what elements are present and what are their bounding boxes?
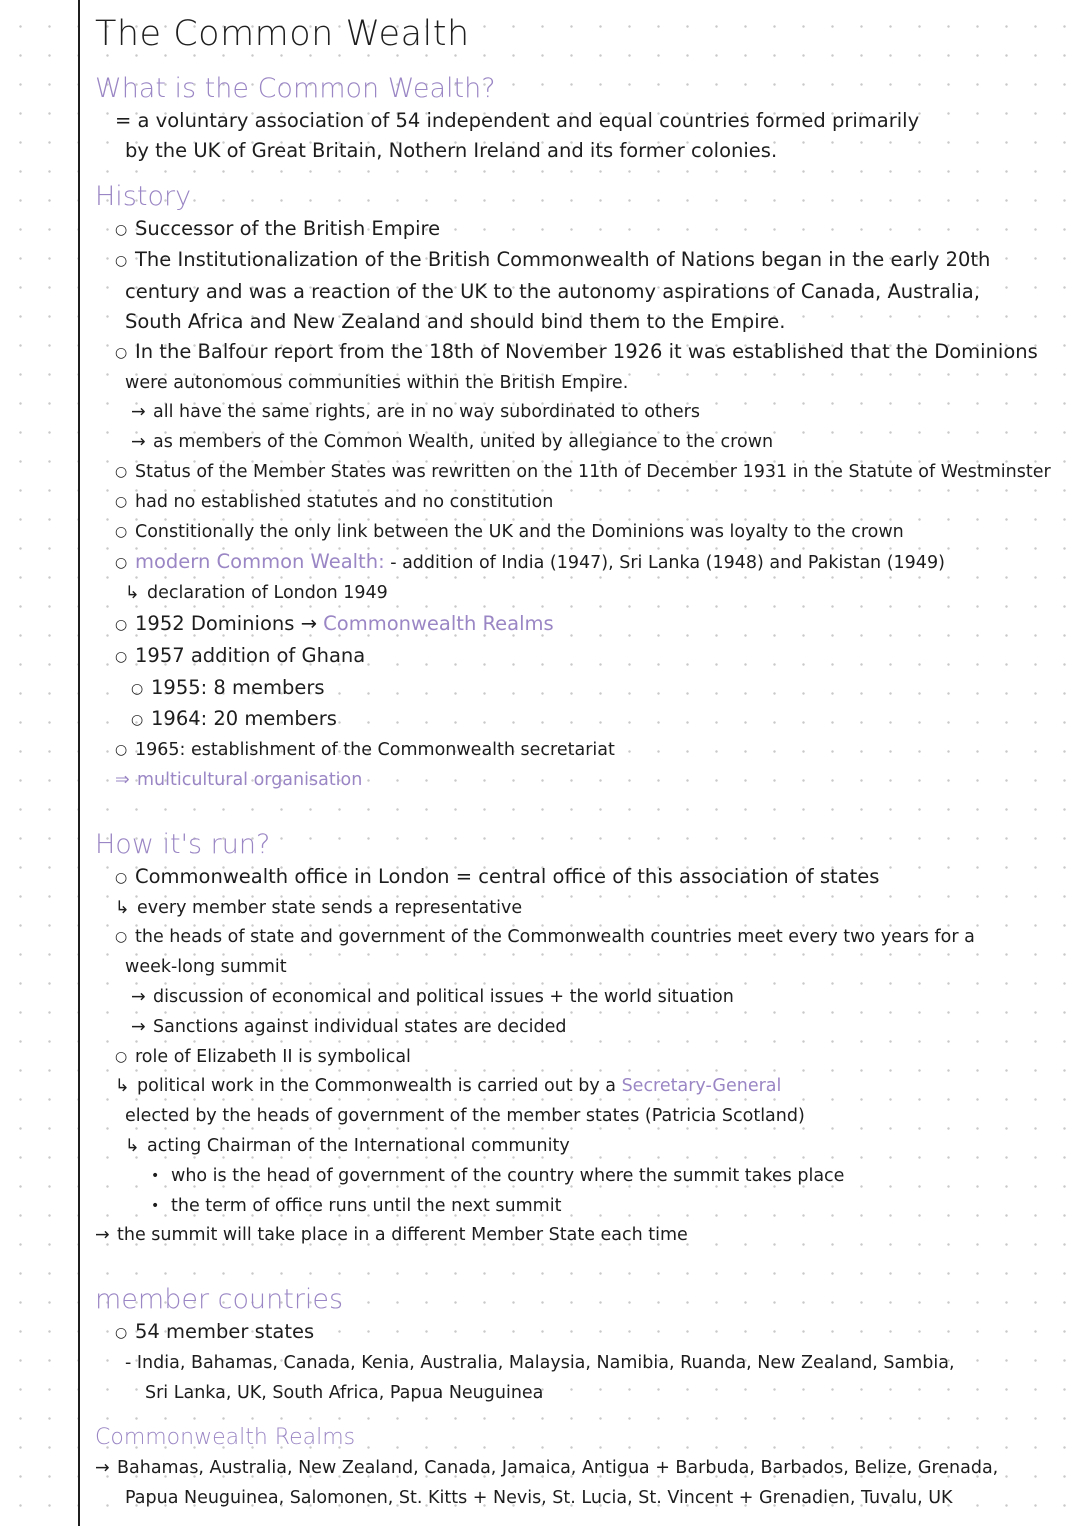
list-item: ○ had no established statutes and no constitution xyxy=(95,488,1070,518)
list-item: ○ Commonwealth office in London = central office of this association of states xyxy=(95,862,1070,894)
list-item: • who is the head of government of the country where the summit takes place xyxy=(95,1162,1070,1192)
section-heading: Commonwealth Realms xyxy=(95,1425,356,1451)
arrow-right-icon: → xyxy=(95,1225,110,1246)
list-item: ○ 1965: establishment of the Commonwealth secretariat xyxy=(95,736,1070,766)
list-item: ○ 1952 Dominions → Commonwealth Realms xyxy=(95,609,1070,641)
arrow-turn-icon: ↳ xyxy=(125,1135,140,1156)
arrow-right-icon: → xyxy=(131,432,146,453)
list-item: ⇒ multicultural organisation xyxy=(95,766,1070,796)
list-item: ↳ political work in the Commonwealth is carried out by a Secretary-General xyxy=(95,1072,1070,1102)
arrow-right-icon: → xyxy=(131,1016,146,1037)
section-heading: How it's run? xyxy=(95,828,271,860)
arrow-turn-icon: ↳ xyxy=(115,1076,130,1097)
list-item: ○ Status of the Member States was rewritten on the 11th of December 1931 in the Statute of Westminster xyxy=(95,458,1070,488)
bullet-icon: ○ xyxy=(131,680,144,697)
list-item: ○ Constitionally the only link between the UK and the Dominions was loyalty to the crown xyxy=(95,518,1070,548)
list-item: ○ modern Common Wealth: - addition of India (1947), Sri Lanka (1948) and Pakistan (1949) xyxy=(95,547,1070,579)
section-heading: What is the Common Wealth? xyxy=(95,73,496,104)
bullet-icon: ○ xyxy=(115,1325,128,1342)
list-item: → Sanctions against individual states are decided xyxy=(95,1013,1070,1043)
list-item: ○ the heads of state and government of the Commonwealth countries meet every two years for a xyxy=(95,923,1070,953)
list-item: → as members of the Common Wealth, united by allegiance to the crown xyxy=(95,428,1070,458)
bullet-icon: ○ xyxy=(115,742,128,759)
bullet-icon: ○ xyxy=(115,253,128,270)
bullet-icon: ○ xyxy=(115,493,128,510)
arrow-turn-icon: ↳ xyxy=(115,897,130,918)
bullet-icon: ○ xyxy=(115,221,128,238)
list-item: ○ 1957 addition of Ghana xyxy=(95,641,1070,673)
double-arrow-icon: ⇒ xyxy=(115,769,130,790)
list-item: ○ 54 member states xyxy=(95,1317,1070,1349)
list-item: ↳ declaration of London 1949 xyxy=(95,579,1070,609)
section-commonwealth-realms xyxy=(95,1422,1070,1514)
section-heading: member countries xyxy=(95,1284,344,1316)
text-line: by the UK of Great Britain, Nothern Ireland and its former colonies. xyxy=(125,138,778,162)
bullet-icon: ○ xyxy=(115,869,128,886)
text-line: Sri Lanka, UK, South Africa, Papua Neuguinea xyxy=(145,1382,544,1403)
list-item: ○ role of Elizabeth II is symbolical xyxy=(95,1043,1070,1073)
arrow-turn-icon: ↳ xyxy=(125,583,140,604)
section-history xyxy=(95,180,1070,796)
text-line: - India, Bahamas, Canada, Kenia, Australia, Malaysia, Namibia, Ruanda, New Zealand, Sambia, xyxy=(125,1352,955,1373)
list-item: → all have the same rights, are in no way subordinated to others xyxy=(95,398,1070,428)
text-line: South Africa and New Zealand and should bind them to the Empire. xyxy=(125,309,786,333)
list-item: ○ Successor of the British Empire xyxy=(95,214,1070,246)
bullet-icon: ○ xyxy=(115,555,128,572)
list-item: ○ 1955: 8 members xyxy=(95,673,1070,705)
list-item: ○ 1964: 20 members xyxy=(95,704,1070,736)
text-line: = a voluntary association of 54 independent and equal countries formed primarily xyxy=(115,109,920,132)
bullet-icon: ○ xyxy=(115,463,128,480)
list-item: → Bahamas, Australia, New Zealand, Canada, Jamaica, Antigua + Barbuda, Barbados, Belize, Grenada, xyxy=(95,1454,1070,1484)
dot-icon: • xyxy=(151,1197,160,1214)
page-title: The Common Wealth xyxy=(95,14,470,54)
list-item: → discussion of economical and political issues + the world situation xyxy=(95,983,1070,1013)
arrow-right-icon: → xyxy=(131,986,146,1007)
text-line: Papua Neuguinea, Salomonen, St. Kitts + Nevis, St. Lucia, St. Vincent + Grenadien, Tuvalu, UK xyxy=(125,1488,953,1509)
notebook-margin-line xyxy=(78,0,80,1526)
section-heading: History xyxy=(95,180,192,212)
list-item: ○ In the Balfour report from the 18th of November 1926 it was established that the Dominions xyxy=(95,337,1070,369)
list-item: ↳ acting Chairman of the International community xyxy=(95,1132,1070,1162)
note-page xyxy=(95,14,1070,1528)
bullet-icon: ○ xyxy=(115,616,128,633)
list-item: → the summit will take place in a different Member State each time xyxy=(95,1221,1070,1251)
bullet-icon: ○ xyxy=(115,344,128,361)
list-item: ○ The Institutionalization of the British Commonwealth of Nations began in the early 20th xyxy=(95,245,1070,277)
bullet-icon: ○ xyxy=(115,929,128,946)
arrow-right-icon: → xyxy=(95,1458,110,1479)
bullet-icon: ○ xyxy=(115,1048,128,1065)
text-line: elected by the heads of government of the member states (Patricia Scotland) xyxy=(125,1106,805,1127)
list-item: ↳ every member state sends a representative xyxy=(95,894,1070,924)
section-what-is xyxy=(95,72,1070,166)
dot-icon: • xyxy=(151,1167,160,1184)
list-item: • the term of office runs until the next summit xyxy=(95,1192,1070,1222)
text-line: century and was a reaction of the UK to the autonomy aspirations of Canada, Australia, xyxy=(125,280,980,304)
text-line: week-long summit xyxy=(125,957,287,978)
bullet-icon: ○ xyxy=(131,712,144,729)
bullet-icon: ○ xyxy=(115,523,128,540)
section-how-its-run xyxy=(95,828,1070,1251)
bullet-icon: ○ xyxy=(115,648,128,665)
section-member-countries xyxy=(95,1283,1070,1408)
text-line: were autonomous communities within the British Empire. xyxy=(125,372,629,393)
arrow-right-icon: → xyxy=(131,402,146,423)
